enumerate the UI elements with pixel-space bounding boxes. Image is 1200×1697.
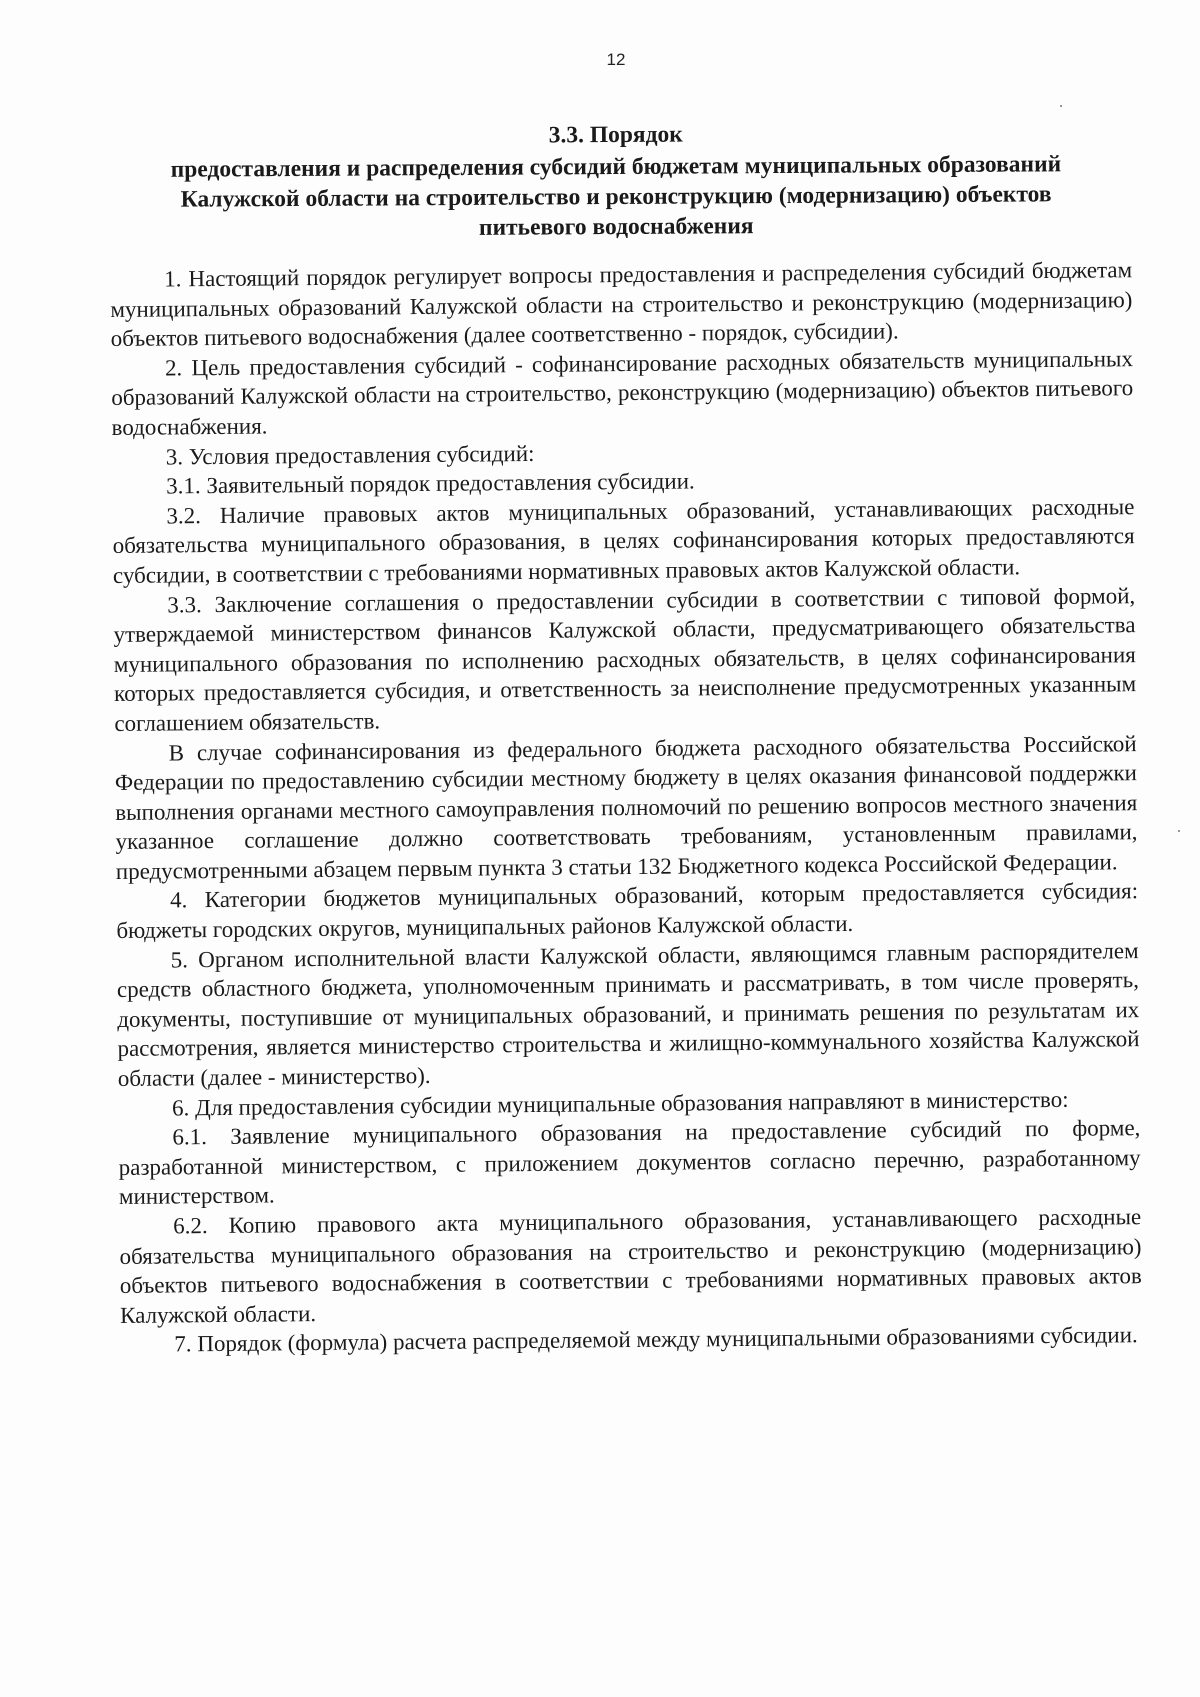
page-number: 12 xyxy=(606,50,626,69)
paragraph-6: 6. Для предоставления субсидии муниципальные образования направляют в министерство: xyxy=(171,1086,1069,1121)
section-title: 3.3. Порядок xyxy=(548,121,683,149)
scan-speck xyxy=(1178,830,1180,832)
paragraph-1: 1. Настоящий порядок регулирует вопросы предоставления и распределения субсидий бюджетам муниципальных образований Калужской области на строительство и реконструкцию (модернизацию) объектов питьевого водоснабжения (далее соответственно - порядок, субсидии). xyxy=(110,257,1133,352)
section-heading xyxy=(112,117,1121,245)
section-subtitle-line-3: питьевого водоснабжения xyxy=(478,213,754,241)
paragraph-3-3: 3.3. Заключение соглашения о предоставлении субсидии в соответствии с типовой формой, утверждаемой министерством финансов Калужской области, предусматривающего обязательства муниципального образования по исполнению расходных обязательств, в целях софинансирования которых предоставляется субсидия, и ответственность за неисполнение предусмотренных указанным соглашением обязательств. xyxy=(113,582,1137,736)
scan-speck xyxy=(1060,105,1062,107)
paragraph-6-1: 6.1. Заявление муниципального образования на предоставление субсидий по форме, разработанной министерством, с приложением документов согласно перечню, разработанному министерством. xyxy=(118,1115,1141,1210)
paragraph-7: 7. Порядок (формула) расчета распределяемой между муниципальными образованиями субсидии. xyxy=(174,1322,1138,1357)
paragraph-3-1: 3.1. Заявительный порядок предоставления субсидии. xyxy=(166,468,695,499)
section-subtitle-line-2: Калужской области на строительство и реконструкцию (модернизацию) объектов xyxy=(180,181,1052,213)
paragraph-4: 4. Категории бюджетов муниципальных образований, которым предоставляется субсидия: бюджеты городских округов, муниципальных районов Калужской области. xyxy=(116,878,1139,944)
document-body xyxy=(110,255,1142,1360)
paragraph-3-3-federal: В случае софинансирования из федерального бюджета расходного обязательства Российской Федерации по предоставлению субсидии местному бюджету в целях оказания финансовой поддержки выполнения органами местного самоуправления полномочий по решению вопросов местного значения указанное соглашение должно соответствовать требованиям, установленным правилами, предусмотренными абзацем первым пункта 3 статьи 132 Бюджетного кодекса Российской Федерации. xyxy=(114,730,1138,884)
paragraph-3-2: 3.2. Наличие правовых актов муниципальных образований, устанавливающих расходные обязательства муниципального образования, в целях софинансирования которых предоставляются субсидии, в соответствии с требованиями нормативных правовых актов Калужской области. xyxy=(112,493,1135,588)
paragraph-2: 2. Цель предоставления субсидий - софинансирование расходных обязательств муниципальных образований Калужской области на строительство, реконструкцию (модернизацию) объектов питьевого водоснабжения. xyxy=(111,345,1134,440)
paragraph-6-2: 6.2. Копию правового акта муниципального образования, устанавливающего расходные обязательства муниципального образования на строительство и реконструкцию (модернизацию) объектов питьевого водоснабжения в соответствии с требованиями нормативных правовых актов Калужской области. xyxy=(119,1204,1142,1328)
paragraph-3: 3. Условия предоставления субсидий: xyxy=(165,440,535,470)
section-subtitle-line-1: предоставления и распределения субсидий бюджетам муниципальных образований xyxy=(170,151,1062,183)
paragraph-5: 5. Органом исполнительной власти Калужской области, являющимся главным распорядителем средств областного бюджета, уполномоченным принимать и рассматривать, в том числе проверять, документы, поступившие от муниципальных образований, и принимать решения по результатам их рассмотрения, является министерство строительства и жилищно-коммунального хозяйства Калужской области (далее - министерство). xyxy=(116,937,1140,1091)
